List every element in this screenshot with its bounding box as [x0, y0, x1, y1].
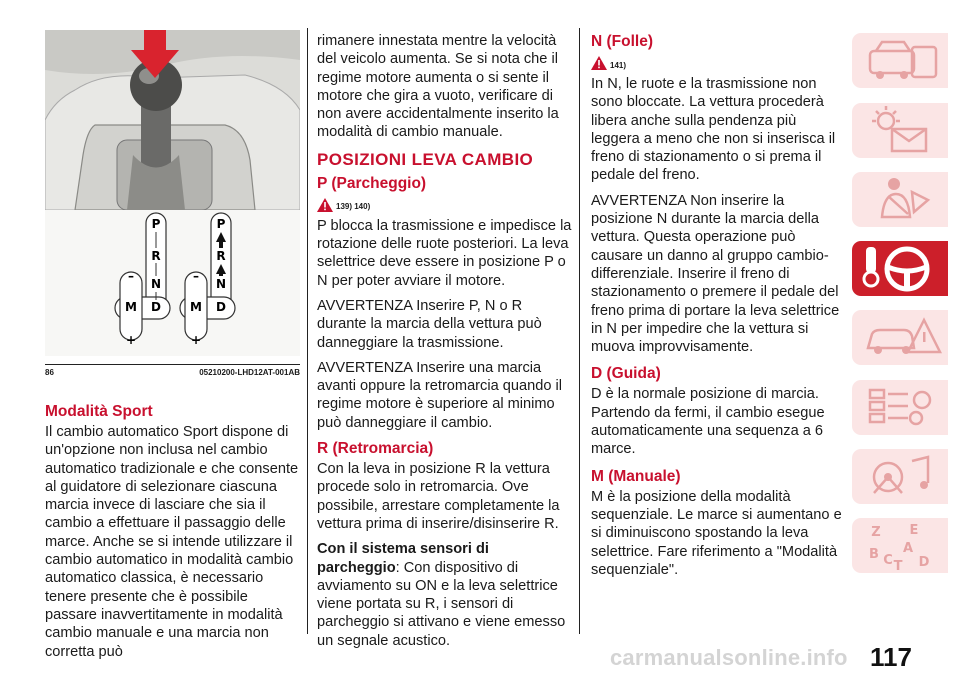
figure-number: 86 [45, 368, 54, 377]
svg-text:–: – [193, 269, 199, 283]
svg-text:N: N [150, 277, 162, 291]
multimedia-icon [852, 449, 948, 504]
safety-icon [852, 172, 948, 227]
maintenance-icon [852, 380, 948, 435]
parking-sensors-text [317, 540, 572, 650]
drive-heading: D (Guida) [591, 365, 661, 383]
park-warning-refs [317, 196, 572, 214]
manual-text: M è la posizione della modalità sequenziale. Le marce si aumentano e si diminuiscono spostando la leva selettrice. Fare riferimento a "Modalità sequenziale". [591, 488, 842, 578]
page-number: 117 [870, 642, 912, 672]
park-warning-1: AVVERTENZA Inserire P, N o R durante la marcia della vettura può danneggiare la trasmissione. [317, 297, 542, 351]
shift-pattern-diagram [45, 210, 300, 356]
tab-safety[interactable] [852, 172, 948, 227]
index-icon [852, 518, 948, 573]
neutral-refs: 141) [610, 60, 627, 70]
parking-sensors-label: Con il sistema sensori di parcheggio [317, 541, 489, 576]
column-2 [317, 32, 572, 650]
sport-mode-text: Il cambio automatico Sport dispone di un'opzione non inclusa nel cambio automatico tradizionale e che consente al guidatore di selezionare ciascuna marcia invece di lasciare che sia il cambio a effettuare il passaggio delle marce. Anche se si intende utilizzare il cambio automatico in modalità cambio automatico classica, è necessario tenere presente che è possibile passare inavvertitamente in modalità cambio manuale e una marcia non corretta può [45, 424, 299, 660]
svg-text:R: R [151, 249, 161, 263]
drive-text: D è la normale posizione di marcia. Partendo da fermi, il cambio esegue automaticamente una sequenza a 6 marce. [591, 386, 825, 458]
gear-lever-figure [45, 30, 300, 356]
index-letter: B [869, 547, 879, 562]
column-3 [591, 32, 843, 579]
index-letter: E [909, 523, 919, 538]
reverse-text: Con la leva in posizione R la vettura procede solo in retromarcia. Ove possibile, arrestare completamente la vettura prima di inserire/disinserire R. [317, 461, 560, 532]
svg-text:–: – [128, 269, 134, 283]
index-letter: C [883, 553, 893, 568]
tab-starting-driving[interactable] [852, 241, 948, 296]
column-divider-1 [307, 28, 308, 634]
svg-text:P: P [216, 217, 226, 231]
car-info-icon [852, 33, 948, 88]
figure-caption [45, 364, 300, 377]
index-letter: A [902, 541, 914, 556]
figure-code: 05210200-LHD12AT-001AB [199, 368, 300, 377]
tab-emergency[interactable] [852, 310, 948, 365]
emergency-icon [852, 310, 948, 365]
sport-mode-heading: Modalità Sport [45, 403, 153, 420]
svg-text:M: M [190, 300, 202, 314]
svg-text:+: + [190, 333, 202, 347]
warning-lights-icon [852, 103, 948, 158]
tab-multimedia[interactable] [852, 449, 948, 504]
tab-warning-lights[interactable] [852, 103, 948, 158]
manual-heading: M (Manuale) [591, 467, 681, 485]
neutral-warning: AVVERTENZA Non inserire la posizione N durante la marcia della vettura. Questa operazione può causare un danno al gruppo cambio-differenziale. Inserire il freno di stazionamento o premere il pedale del freno prima di portare la leva selettrice in N per impedire che la vettura si muova improvvisamente. [591, 192, 840, 356]
svg-text:R: R [216, 249, 226, 263]
tab-index[interactable] [852, 518, 948, 573]
svg-text:M: M [125, 300, 137, 314]
svg-text:P: P [151, 217, 161, 231]
watermark: carmanualsonline.info [610, 645, 848, 670]
parking-sensors-body: : Con dispositivo di avviamento su ON e la leva selettrice viene portata su R, i sensori di parcheggio si attivano e viene emesso un segnale acustico. [317, 559, 566, 649]
park-refs: 139) 140) [336, 202, 371, 212]
park-text: P blocca la trasmissione e impedisce la rotazione delle ruote posteriori. La leva selettrice deve essere in posizione P o N per poter avviare il motore. [317, 217, 572, 289]
tab-car-info[interactable] [852, 33, 948, 88]
svg-text:+: + [125, 333, 137, 347]
index-letter: Z [871, 525, 881, 540]
park-heading: P (Parcheggio) [317, 174, 427, 192]
svg-text:D: D [151, 300, 161, 314]
warning-triangle-icon [591, 56, 607, 70]
svg-text:D: D [216, 300, 226, 314]
warning-triangle-icon [317, 198, 333, 212]
park-warning-2: AVVERTENZA Inserire una marcia avanti oppure la retromarcia quando il regime motore è superiore al minimo può danneggiare il cambio. [317, 359, 562, 431]
index-letter: D [918, 555, 930, 570]
column-divider-2 [579, 28, 580, 634]
neutral-warning-refs [591, 54, 843, 72]
steering-start-icon [852, 241, 948, 296]
continued-text: rimanere innestata mentre la velocità del veicolo aumenta. Se si nota che il regime motore aumenta o si sente il motore che gira a vuoto, verificare di non avere accidentalmente inserito la modalità di cambio manuale. [317, 33, 559, 141]
svg-text:N: N [215, 277, 227, 291]
neutral-text: In N, le ruote e la trasmissione non sono bloccate. La vettura procederà libera anche sulla pendenza più leggera a meno che non si inserisca il freno di stazionamento o si prema il pedale del freno. [591, 76, 836, 184]
tab-maintenance[interactable] [852, 380, 948, 435]
reverse-heading: R (Retromarcia) [317, 440, 434, 458]
index-letter: T [893, 559, 903, 573]
neutral-heading: N (Folle) [591, 33, 653, 50]
column-1 [45, 402, 300, 661]
section-heading: POSIZIONI LEVA CAMBIO [317, 149, 534, 169]
